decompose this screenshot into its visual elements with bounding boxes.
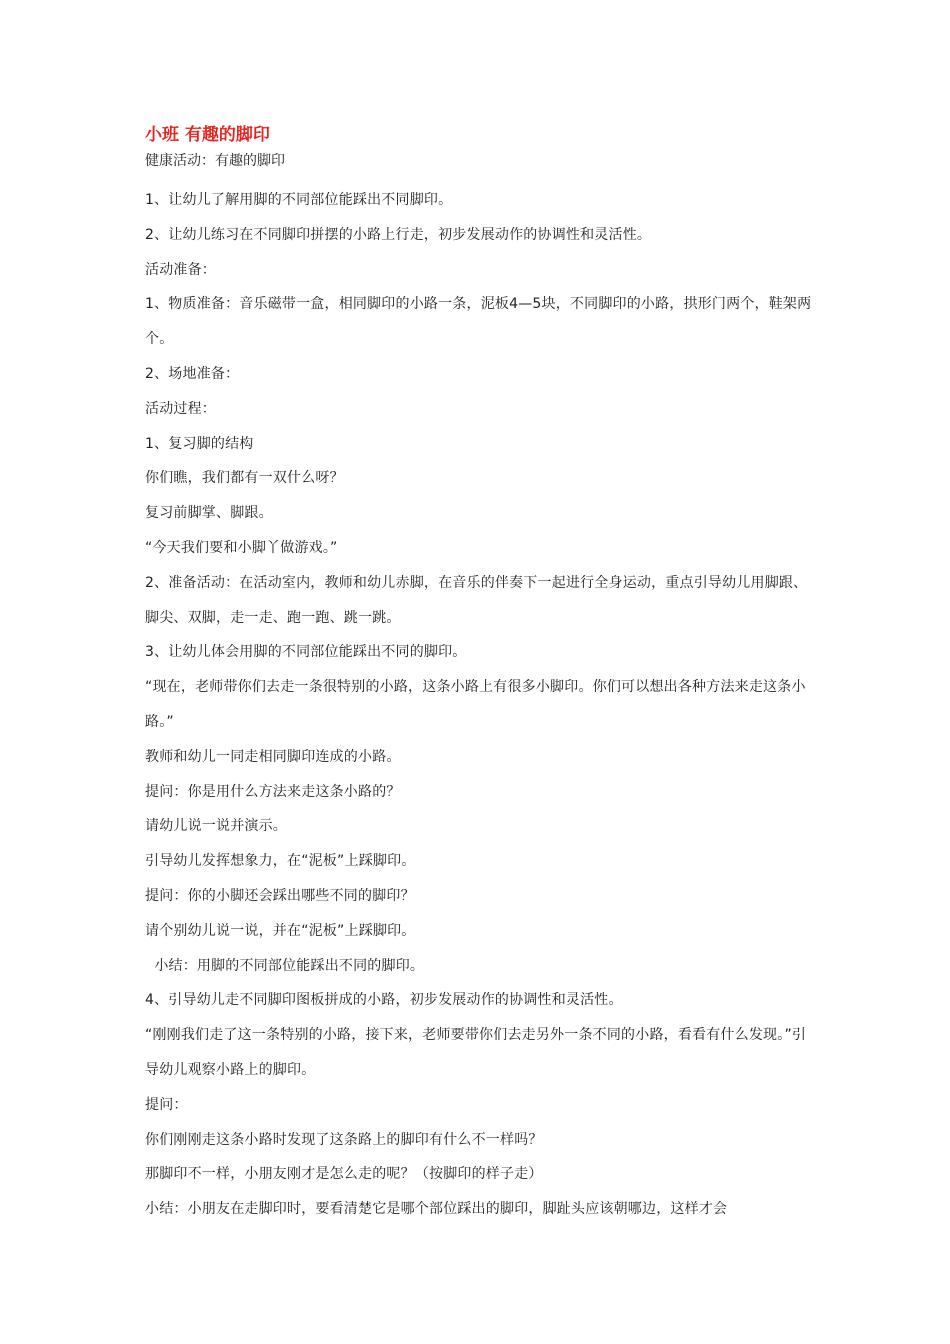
body-paragraph: 3、让幼儿体会用脚的不同部位能踩出不同的脚印。: [145, 644, 467, 661]
body-paragraph: 小结：小朋友在走脚印时，要看清楚它是哪个部位踩出的脚印，脚趾头应该朝哪边，这样才会: [145, 1201, 728, 1218]
body-paragraph: “现在，老师带你们去走一条很特别的小路，这条小路上有很多小脚印。你们可以想出各种方法来走这条小路。”: [145, 679, 806, 730]
body-paragraph: 复习前脚掌、脚跟。: [145, 505, 273, 522]
body-paragraph: 活动过程：: [145, 400, 216, 417]
document-title: 小班 有趣的脚印: [145, 125, 270, 145]
body-paragraph: “刚刚我们走了这一条特别的小路，接下来，老师要带你们去走另外一条不同的小路，看看有什么发现。”引导幼儿观察小路上的脚印。: [145, 1027, 807, 1078]
body-paragraph: 1、物质准备：音乐磁带一盒，相同脚印的小路一条，泥板4—5块，不同脚印的小路，拱形门两个，鞋架两个。: [145, 296, 812, 348]
body-paragraph: 2、准备活动：在活动室内，教师和幼儿赤脚，在音乐的伴奏下一起进行全身运动，重点引导幼儿用脚跟、脚尖、双脚，走一走、跑一跑、跳一跳。: [145, 574, 808, 626]
body-paragraph: 提问：: [145, 1096, 188, 1113]
body-paragraph: 提问：你的小脚还会踩出哪些不同的脚印？: [145, 887, 415, 904]
body-paragraph: “今天我们要和小脚丫做游戏。”: [145, 539, 338, 556]
body-paragraph: 请幼儿说一说并演示。: [145, 818, 287, 835]
body-paragraph: 2、场地准备：: [145, 365, 240, 382]
body-paragraph: 小结：用脚的不同部位能踩出不同的脚印。: [145, 957, 425, 974]
document-body: [145, 183, 815, 1227]
body-paragraph: 教师和幼儿一同走相同脚印连成的小路。: [145, 748, 401, 765]
document-subtitle: 健康活动：有趣的脚印: [145, 153, 285, 169]
body-paragraph: 1、复习脚的结构: [145, 435, 254, 452]
body-paragraph: 提问：你是用什么方法来走这条小路的？: [145, 783, 401, 800]
document-page: [145, 123, 815, 1227]
body-paragraph: 活动准备：: [145, 261, 216, 278]
body-paragraph: 你们瞧，我们都有一双什么呀？: [145, 470, 344, 487]
body-paragraph: 2、让幼儿练习在不同脚印拼摆的小路上行走，初步发展动作的协调性和灵活性。: [145, 226, 652, 243]
body-paragraph: 1、让幼儿了解用脚的不同部位能踩出不同脚印。: [145, 192, 453, 208]
body-paragraph: 那脚印不一样，小朋友刚才是怎么走的呢？（按脚印的样子走）: [145, 1166, 543, 1183]
body-paragraph: 请个别幼儿说一说，并在“泥板”上踩脚印。: [145, 922, 416, 939]
body-paragraph: 你们刚刚走这条小路时发现了这条路上的脚印有什么不一样吗？: [145, 1131, 543, 1148]
body-paragraph: 4、引导幼儿走不同脚印图板拼成的小路，初步发展动作的协调性和灵活性。: [145, 992, 623, 1009]
body-paragraph: 引导幼儿发挥想象力，在“泥板”上踩脚印。: [145, 853, 416, 870]
